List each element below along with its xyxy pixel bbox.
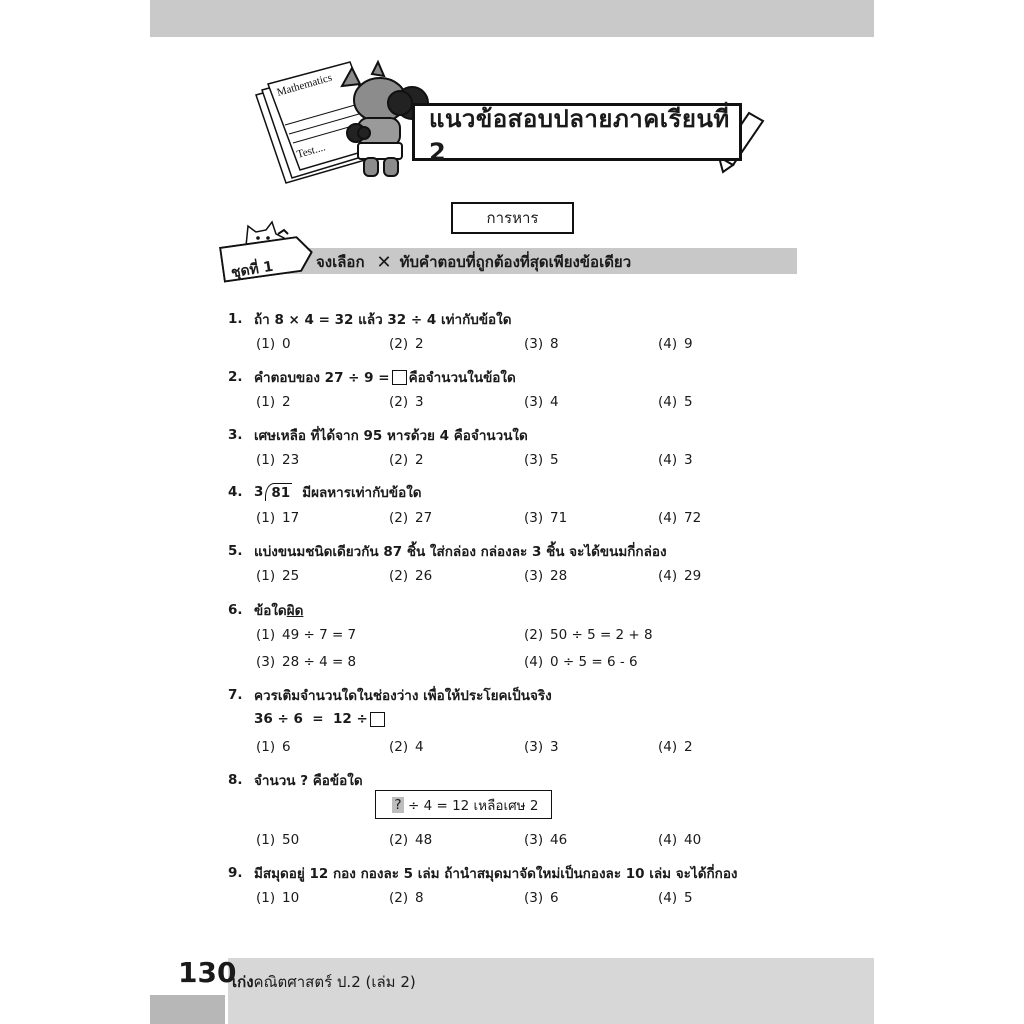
question-8 (228, 769, 363, 791)
q5-option-4[interactable] (658, 568, 701, 584)
option-key: (2) (389, 568, 409, 584)
option-value: 3 (684, 452, 693, 468)
q2-option-2[interactable] (389, 394, 424, 410)
book-label: Mathematics (275, 71, 334, 99)
question-text-b: คือจำนวนในข้อใด (408, 370, 516, 386)
option-value: 2 (415, 452, 424, 468)
option-key: (1) (256, 890, 276, 906)
question-text: เศษเหลือ ที่ได้จาก 95 หารด้วย 4 คือจำนวนใด (254, 428, 528, 444)
option-key: (3) (524, 568, 544, 584)
option-value: 5 (684, 394, 693, 410)
formula-text: ÷ 4 = 12 เหลือเศษ 2 (408, 797, 539, 814)
cross-mark-icon: ✕ (376, 251, 392, 273)
option-value: 0 (282, 336, 291, 352)
question-number: 8. (228, 772, 243, 788)
question-text-a: ข้อใด (254, 603, 287, 619)
q1-option-3[interactable] (524, 336, 559, 352)
option-value: 2 (282, 394, 291, 410)
option-key: (3) (524, 394, 544, 410)
q9-option-1[interactable] (256, 890, 299, 906)
set-label: ชุดที่ 1 (230, 258, 275, 282)
option-key: (3) (524, 510, 544, 526)
option-value: 5 (684, 890, 693, 906)
option-value: 27 (415, 510, 433, 526)
option-value: 50 (282, 832, 300, 848)
set-instruction (316, 250, 631, 274)
dividend: 81 (271, 485, 291, 501)
option-key: (4) (658, 452, 678, 468)
option-value: 10 (282, 890, 300, 906)
option-value: 26 (415, 568, 433, 584)
option-key: (4) (524, 654, 544, 670)
option-value: 5 (550, 452, 559, 468)
q3-option-1[interactable] (256, 452, 299, 468)
option-value: 25 (282, 568, 300, 584)
option-key: (2) (389, 739, 409, 755)
option-value: 0 ÷ 5 = 6 - 6 (550, 654, 638, 670)
q8-option-2[interactable] (389, 832, 432, 848)
q5-option-1[interactable] (256, 568, 299, 584)
option-value: 46 (550, 832, 568, 848)
option-value: 40 (684, 832, 702, 848)
q3-option-2[interactable] (389, 452, 424, 468)
page-title: แนวข้อสอบปลายภาคเรียนที่ 2 (429, 104, 730, 166)
q4-option-2[interactable] (389, 510, 432, 526)
option-value: 8 (550, 336, 559, 352)
q9-option-3[interactable] (524, 890, 559, 906)
option-key: (2) (389, 336, 409, 352)
question-7 (228, 684, 552, 706)
section-title: การหาร (486, 209, 539, 227)
option-key: (2) (389, 452, 409, 468)
option-value: 28 ÷ 4 = 8 (282, 654, 357, 670)
q8-option-3[interactable] (524, 832, 567, 848)
question-number: 6. (228, 602, 243, 618)
option-key: (2) (524, 627, 544, 643)
q2-option-4[interactable] (658, 394, 693, 410)
question-6 (228, 599, 304, 621)
unknown-mark: ? (392, 797, 404, 813)
question-3 (228, 424, 528, 446)
option-key: (4) (658, 394, 678, 410)
q6-option-1[interactable] (256, 627, 356, 643)
formula-box (375, 790, 552, 819)
q2-option-1[interactable] (256, 394, 291, 410)
option-value: 6 (550, 890, 559, 906)
option-value: 17 (282, 510, 300, 526)
q1-option-1[interactable] (256, 336, 291, 352)
option-value: 2 (684, 739, 693, 755)
q1-option-4[interactable] (658, 336, 693, 352)
q7-option-1[interactable] (256, 739, 291, 755)
option-value: 71 (550, 510, 568, 526)
q8-option-4[interactable] (658, 832, 701, 848)
q7-option-3[interactable] (524, 739, 559, 755)
option-key: (1) (256, 510, 276, 526)
question-number: 5. (228, 543, 243, 559)
answer-box-icon (392, 370, 407, 385)
footer-book: คณิตศาสตร์ ป.2 (เล่ม 2) (253, 973, 416, 991)
option-value: 9 (684, 336, 693, 352)
q5-option-3[interactable] (524, 568, 567, 584)
option-value: 49 ÷ 7 = 7 (282, 627, 357, 643)
q6-option-3[interactable] (256, 654, 356, 670)
q7-equation (254, 711, 387, 727)
divisor: 3 (254, 484, 264, 500)
instruction-suffix: ทับคำตอบที่ถูกต้องที่สุดเพียงข้อเดียว (399, 253, 632, 271)
question-number: 1. (228, 311, 243, 327)
page-title-banner (412, 103, 742, 166)
question-number: 3. (228, 427, 243, 443)
option-value: 6 (282, 739, 291, 755)
question-number: 2. (228, 369, 243, 385)
question-text: แบ่งขนมชนิดเดียวกัน 87 ชิ้น ใส่กล่อง กล่องละ 3 ชิ้น จะได้ขนมกี่กล่อง (254, 544, 667, 560)
q5-option-2[interactable] (389, 568, 432, 584)
footer-book-title (232, 970, 416, 994)
question-text: มีผลหารเท่ากับข้อใด (302, 485, 422, 501)
q7-option-4[interactable] (658, 739, 693, 755)
option-key: (3) (524, 336, 544, 352)
section-title-box (451, 202, 574, 234)
question-5 (228, 540, 667, 562)
q9-option-4[interactable] (658, 890, 693, 906)
instruction-prefix: จงเลือก (316, 253, 365, 271)
option-value: 48 (415, 832, 433, 848)
option-key: (2) (389, 832, 409, 848)
q8-option-1[interactable] (256, 832, 299, 848)
question-text-a: คำตอบของ 27 ÷ 9 = (254, 370, 390, 386)
footer-brand: เก่ง (232, 973, 254, 991)
option-key: (3) (524, 739, 544, 755)
option-key: (2) (389, 394, 409, 410)
q6-option-2[interactable] (524, 627, 653, 643)
option-key: (4) (658, 510, 678, 526)
option-key: (1) (256, 336, 276, 352)
q9-option-2[interactable] (389, 890, 424, 906)
long-division-bracket (265, 483, 292, 501)
q3-option-4[interactable] (658, 452, 693, 468)
option-value: 2 (415, 336, 424, 352)
question-number: 4. (228, 484, 243, 500)
footer-corner-block (150, 995, 225, 1024)
q7-option-2[interactable] (389, 739, 424, 755)
q1-option-2[interactable] (389, 336, 424, 352)
page-number: 130 (178, 956, 237, 989)
option-key: (3) (524, 890, 544, 906)
option-value: 3 (415, 394, 424, 410)
option-value: 72 (684, 510, 702, 526)
test-label: Test.... (295, 141, 327, 161)
top-bar (150, 0, 874, 37)
question-number: 9. (228, 865, 243, 881)
question-4 (228, 481, 422, 503)
question-number: 7. (228, 687, 243, 703)
question-2 (228, 366, 516, 388)
q6-option-4[interactable] (524, 654, 638, 670)
option-value: 3 (550, 739, 559, 755)
option-key: (3) (256, 654, 276, 670)
option-value: 23 (282, 452, 300, 468)
option-key: (1) (256, 739, 276, 755)
option-key: (1) (256, 568, 276, 584)
question-emphasis: ผิด (286, 603, 304, 619)
question-text: ควรเติมจำนวนใดในช่องว่าง เพื่อให้ประโยคเป็นจริง (254, 688, 552, 704)
option-key: (2) (389, 510, 409, 526)
option-key: (2) (389, 890, 409, 906)
option-key: (1) (256, 394, 276, 410)
option-value: 4 (550, 394, 559, 410)
option-key: (3) (524, 452, 544, 468)
question-text: ถ้า 8 × 4 = 32 แล้ว 32 ÷ 4 เท่ากับข้อใด (254, 312, 512, 328)
q3-option-3[interactable] (524, 452, 559, 468)
question-9 (228, 862, 738, 884)
q4-option-1[interactable] (256, 510, 299, 526)
option-value: 4 (415, 739, 424, 755)
option-value: 8 (415, 890, 424, 906)
option-key: (4) (658, 832, 678, 848)
equation-text: 36 ÷ 6 = 12 ÷ (254, 711, 368, 727)
question-text: จำนวน ? คือข้อใด (254, 773, 363, 789)
question-1 (228, 308, 512, 330)
option-value: 28 (550, 568, 568, 584)
option-key: (4) (658, 568, 678, 584)
q4-option-4[interactable] (658, 510, 701, 526)
option-key: (4) (658, 336, 678, 352)
option-key: (4) (658, 739, 678, 755)
option-key: (3) (524, 832, 544, 848)
q4-option-3[interactable] (524, 510, 567, 526)
option-value: 50 ÷ 5 = 2 + 8 (550, 627, 653, 643)
question-text: มีสมุดอยู่ 12 กอง กองละ 5 เล่ม ถ้านำสมุดมาจัดใหม่เป็นกองละ 10 เล่ม จะได้กี่กอง (254, 866, 738, 882)
answer-box-icon (370, 712, 385, 727)
q2-option-3[interactable] (524, 394, 559, 410)
option-key: (1) (256, 832, 276, 848)
option-key: (1) (256, 627, 276, 643)
option-value: 29 (684, 568, 702, 584)
option-key: (1) (256, 452, 276, 468)
option-key: (4) (658, 890, 678, 906)
